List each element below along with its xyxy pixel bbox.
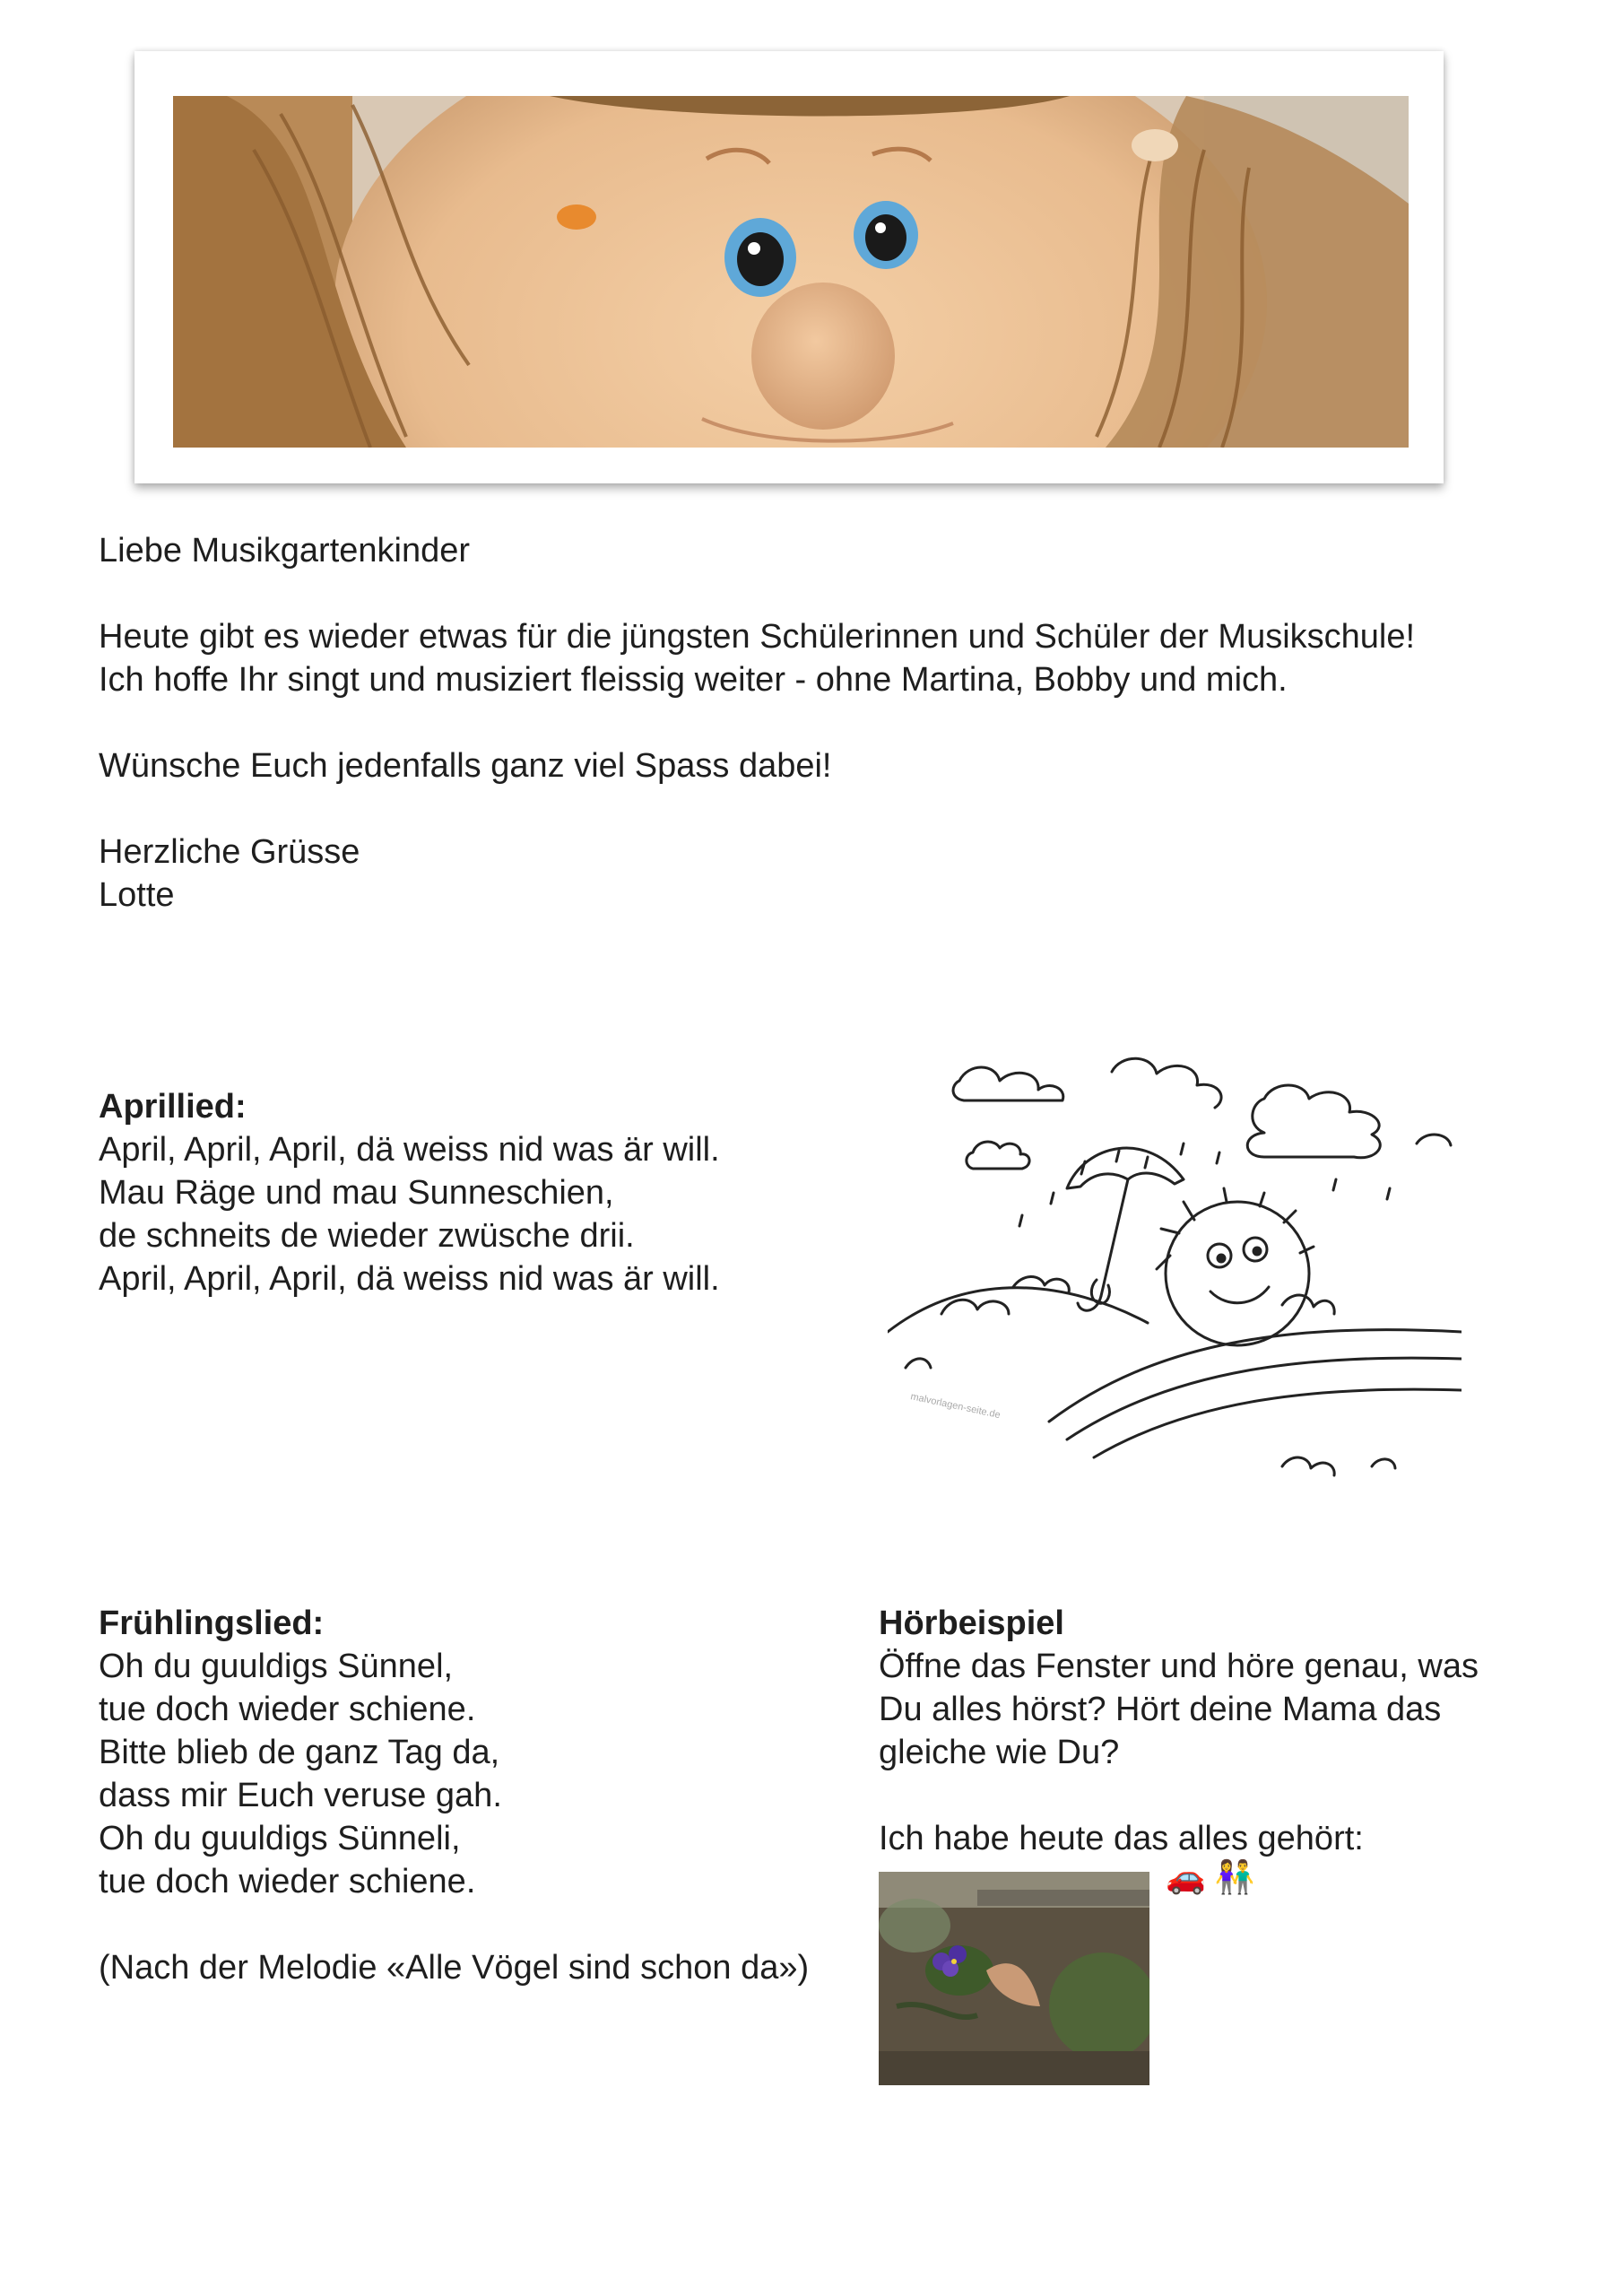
melody-note: (Nach der Melodie «Alle Vögel sind schon da») xyxy=(99,1949,810,1987)
greeting: Liebe Musikgartenkinder xyxy=(99,532,471,570)
illustration-watermark: malvorlagen-seite.de xyxy=(909,1391,1002,1422)
wish-text: Wünsche Euch jedenfalls ganz viel Spass dabei! xyxy=(99,747,832,785)
signoff: Herzliche Grüsse Lotte xyxy=(99,833,360,914)
aprillied-title: Aprillied: xyxy=(99,1088,247,1126)
heard-text: Ich habe heute das alles gehört: xyxy=(879,1820,1364,1857)
header-photo-frame xyxy=(134,51,1444,483)
aprillied-lyrics: April, April, April, dä weiss nid was är will. Mau Räge und mau Sunneschien, de schneits de wieder zwüsche drii. April, April, April, dä weiss nid was är will. xyxy=(99,1131,720,1298)
fruehlingslied-lyrics: Oh du guuldigs Sünnel, tue doch wieder schiene. Bitte blieb de ganz Tag da, dass mir Euch veruse gah. Oh du guuldigs Sünneli, tue doch wieder schiene. xyxy=(99,1648,502,1900)
garden-photo xyxy=(879,1872,1149,2085)
intro-text: Heute gibt es wieder etwas für die jüngsten Schülerinnen und Schüler der Musikschule! Ich hoffe Ihr singt und musiziert fleissig weiter - ohne Martina, Bobby und mich. xyxy=(99,618,1416,699)
puppet-photo xyxy=(173,96,1409,448)
car-people-icons: 🚗 👫 xyxy=(1166,1858,1255,1895)
fruehlingslied-title: Frühlingslied: xyxy=(99,1605,325,1642)
hoerbeispiel-text: Öffne das Fenster und höre genau, was Du alles hörst? Hört deine Mama das gleiche wie Du? xyxy=(879,1648,1479,1771)
sun-umbrella-illustration xyxy=(888,1045,1462,1484)
hoerbeispiel-title: Hörbeispiel xyxy=(879,1605,1064,1642)
